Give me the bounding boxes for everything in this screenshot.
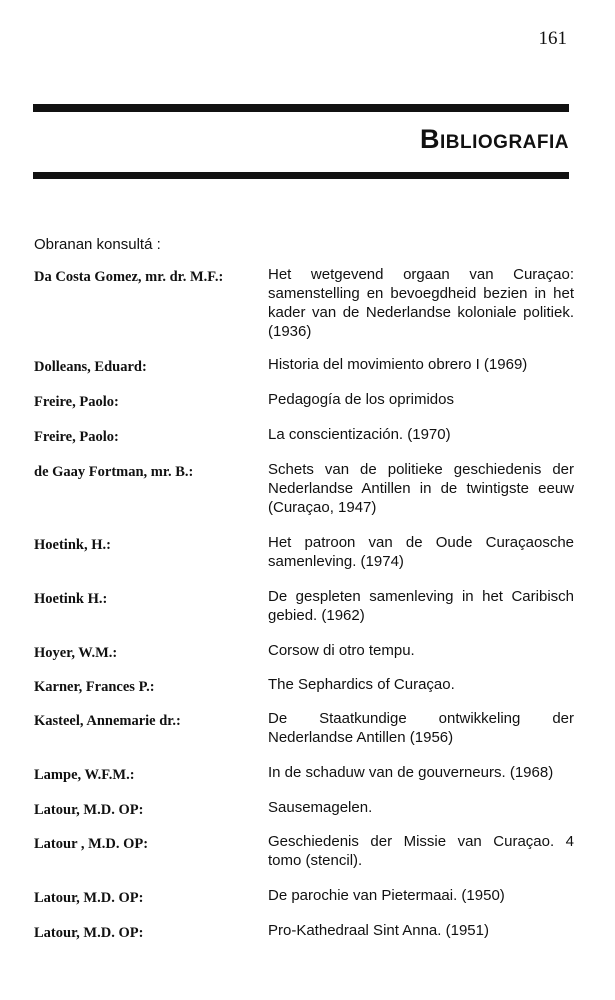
entry-author: Kasteel, Annemarie dr.: xyxy=(34,713,181,729)
entry-author: Hoyer, W.M.: xyxy=(34,645,118,661)
entry-title: Sausemagelen. xyxy=(268,799,373,816)
entry-author: Latour, M.D. OP: xyxy=(34,925,144,941)
bibliography-entry xyxy=(34,425,574,446)
entry-author: Da Costa Gomez, mr. dr. M.F.: xyxy=(34,269,224,285)
entry-title: Corsow di otro tempu. xyxy=(268,642,415,659)
bottom-rule xyxy=(33,172,569,179)
entry-title: De gespleten samenleving in het Caribisch gebied. (1962) xyxy=(268,588,574,624)
bibliography-entry xyxy=(34,675,574,696)
entry-title: The Sephardics of Curaçao. xyxy=(268,676,455,693)
entry-author: Dolleans, Eduard: xyxy=(34,359,147,375)
entry-title: Pedagogía de los oprimidos xyxy=(268,391,454,408)
entry-author: Latour, M.D. OP: xyxy=(34,890,144,906)
bibliography-entry xyxy=(34,763,574,784)
bibliography-entry xyxy=(34,460,574,517)
bibliography-entry xyxy=(34,886,574,907)
entry-author: Freire, Paolo: xyxy=(34,394,119,410)
entry-author: Latour, M.D. OP: xyxy=(34,802,144,818)
bibliography-entry xyxy=(34,587,574,625)
entry-title: De parochie van Pietermaai. (1950) xyxy=(268,887,505,904)
entry-title: De Staatkundige ontwikkeling der Nederlandse Antillen (1956) xyxy=(268,710,574,746)
bibliography-entry xyxy=(34,355,574,376)
entry-author: Hoetink, H.: xyxy=(34,537,111,553)
entry-author: Latour , M.D. OP: xyxy=(34,836,149,852)
bibliography-entry xyxy=(34,390,574,411)
entry-title: Historia del movimiento obrero I (1969) xyxy=(268,356,528,373)
entry-author: Karner, Frances P.: xyxy=(34,679,155,695)
entry-author: Hoetink H.: xyxy=(34,591,108,607)
bibliography-entry xyxy=(34,641,574,662)
entry-title: In de schaduw van de gouverneurs. (1968) xyxy=(268,764,554,781)
entry-author: de Gaay Fortman, mr. B.: xyxy=(34,464,194,480)
entry-title: Geschiedenis der Missie van Curaçao. 4 tomo (stencil). xyxy=(268,833,574,869)
entry-title: La conscientización. (1970) xyxy=(268,426,451,443)
entry-author: Lampe, W.F.M.: xyxy=(34,767,135,783)
bibliography-entry xyxy=(34,265,574,341)
entry-title: Het wetgevend orgaan van Curaçao: samenstelling en bevoegdheid bezien in het kader van de Nederlandse koloniale politiek. (1936) xyxy=(268,266,574,340)
entry-author: Freire, Paolo: xyxy=(34,429,119,445)
entry-title: Schets van de politieke geschiedenis der Nederlandse Antillen in de twintigste eeuw (Curaçao, 1947) xyxy=(268,461,574,516)
bibliography-entry xyxy=(34,533,574,571)
bibliography-entry xyxy=(34,798,574,819)
bibliography-entry xyxy=(34,709,574,747)
page-number: 161 xyxy=(538,28,567,49)
bibliography-entry xyxy=(34,832,574,870)
bibliography-entry xyxy=(34,921,574,942)
bibliography-list xyxy=(34,265,574,952)
intro-text: Obranan konsultá : xyxy=(34,236,161,253)
entry-title: Het patroon van de Oude Curaçaosche samenleving. (1974) xyxy=(268,534,574,570)
top-rule xyxy=(33,104,569,112)
page-title: Bibliografia xyxy=(420,124,569,154)
entry-title: Pro-Kathedraal Sint Anna. (1951) xyxy=(268,922,489,939)
